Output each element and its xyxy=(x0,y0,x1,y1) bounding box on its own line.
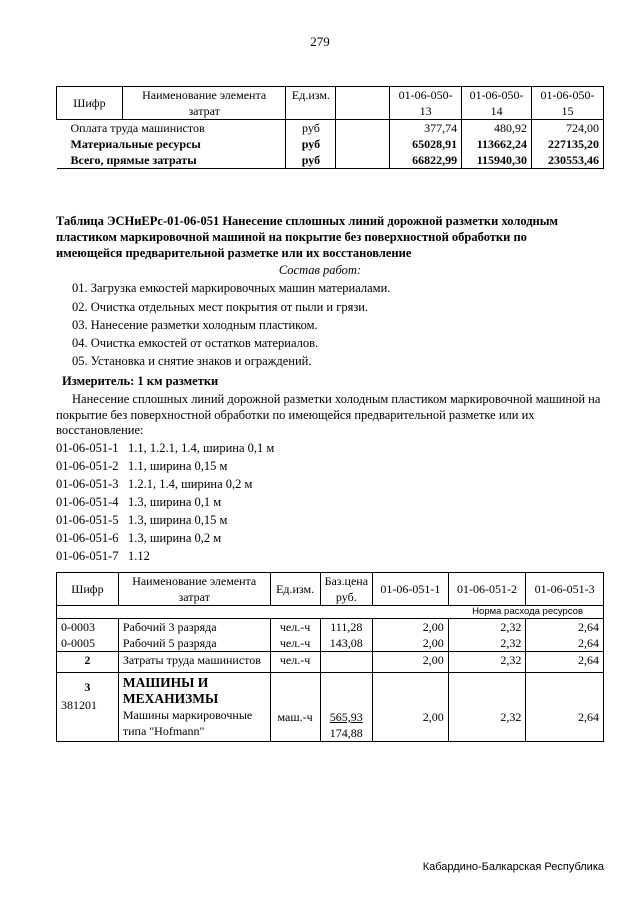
row-unit: чел.-ч xyxy=(270,619,320,636)
header-name: Наименование элемента затрат xyxy=(122,87,286,120)
code: 01-06-051-5 xyxy=(56,513,119,527)
work-item: 05. Установка и снятие знаков и ограждений. xyxy=(72,354,312,368)
section-heading: Таблица ЭСНиЕРс-01-06-051 Нанесение сплошных линий дорожной разметки холодным пластиком маркировочной машиной на покрытие без поверхностной обработки по имеющейся предварительной разметке или их восстановление xyxy=(56,214,559,260)
row-value: 2,64 xyxy=(526,652,604,673)
row-value: 227135,20 xyxy=(532,136,604,152)
code: 01-06-051-1 xyxy=(56,441,119,455)
group-name: МАШИНЫ И МЕХАНИЗМЫ xyxy=(122,675,219,706)
header-code: Шифр xyxy=(57,87,123,120)
row-value: 2,00 xyxy=(373,652,449,673)
code-item xyxy=(56,495,221,510)
row-name: Рабочий 5 разряда xyxy=(118,635,270,652)
machine-price-2: 174,88 xyxy=(329,726,363,740)
code-text: 1.3, ширина 0,15 м xyxy=(128,513,228,527)
row-value: 230553,46 xyxy=(532,152,604,169)
header-unit: Ед.изм. xyxy=(286,87,336,120)
row-value: 2,32 xyxy=(500,710,522,724)
footer-region: Кабардино-Балкарская Республика xyxy=(422,861,604,873)
row-value: 2,00 xyxy=(373,635,449,652)
row-value: 113662,24 xyxy=(462,136,532,152)
header-code: Шифр xyxy=(57,573,119,606)
norma-label: Норма расхода ресурсов xyxy=(57,606,604,619)
work-item: 02. Очистка отдельных мест покрытия от пыли и грязи. xyxy=(72,300,369,314)
code-item xyxy=(56,513,227,528)
code-item xyxy=(56,459,227,474)
header-col2: 01-06-051-2 xyxy=(448,573,526,606)
row-value: 2,64 xyxy=(578,710,599,724)
row-value: 377,74 xyxy=(390,120,462,137)
code: 01-06-051-3 xyxy=(56,477,119,491)
work-item: 03. Нанесение разметки холодным пластиком. xyxy=(72,318,318,332)
code-text: 1.12 xyxy=(128,549,150,563)
machine-price: 565,93 xyxy=(329,710,363,724)
row-value: 2,00 xyxy=(422,710,444,724)
code: 01-06-051-6 xyxy=(56,531,119,545)
row-value: 2,32 xyxy=(448,619,526,636)
row-name: Затраты труда машинистов xyxy=(118,652,270,673)
header-col1: 01-06-050-13 xyxy=(390,87,462,120)
row-value: 480,92 xyxy=(462,120,532,137)
table-row xyxy=(57,120,604,137)
code-item xyxy=(56,441,274,456)
header-col1: 01-06-051-1 xyxy=(373,573,449,606)
row-value: 66822,99 xyxy=(390,152,462,169)
row-price xyxy=(320,652,372,673)
row-value: 2,64 xyxy=(526,619,604,636)
group-code: 3 xyxy=(84,680,91,694)
row-value: 115940,30 xyxy=(462,152,532,169)
cost-table-1 xyxy=(56,86,604,169)
section-description: Нанесение сплошных линий дорожной разметки холодным пластиком маркировочной машиной на покрытие без поверхностной обработки по имеющейся предварительной разметке или их восстановление: xyxy=(56,392,601,437)
code-text: 1.3, ширина 0,1 м xyxy=(128,495,222,509)
meter-label: Измеритель: 1 км разметки xyxy=(62,374,219,388)
row-unit: руб xyxy=(286,136,336,152)
header-col3: 01-06-051-3 xyxy=(526,573,604,606)
machine-code: 381201 xyxy=(61,698,97,712)
header-col2: 01-06-050-14 xyxy=(462,87,532,120)
row-unit: руб xyxy=(286,120,336,137)
code: 01-06-051-7 xyxy=(56,549,119,563)
row-value: 724,00 xyxy=(532,120,604,137)
page-number: 279 xyxy=(310,34,330,49)
row-price: 111,28 xyxy=(320,619,372,636)
row-unit: руб xyxy=(286,152,336,169)
row-name: Материальные ресурсы xyxy=(70,137,201,151)
code-text: 1.1, 1.2.1, 1.4, ширина 0,1 м xyxy=(128,441,275,455)
table-row xyxy=(57,652,604,673)
row-value: 2,32 xyxy=(448,635,526,652)
machine-name: Машины маркировочные типа "Hofmann" xyxy=(122,708,253,738)
row-name: Рабочий 3 разряда xyxy=(118,619,270,636)
row-unit: чел.-ч xyxy=(270,635,320,652)
row-code: 0-0005 xyxy=(57,635,119,652)
row-name: Всего, прямые затраты xyxy=(57,152,286,169)
code-text: 1.1, ширина 0,15 м xyxy=(128,459,228,473)
row-value: 2,00 xyxy=(373,619,449,636)
table-row xyxy=(57,152,604,169)
row-price: 143,08 xyxy=(320,635,372,652)
row-name: Оплата труда машинистов xyxy=(70,121,205,135)
row-code: 0-0003 xyxy=(57,619,119,636)
table-row xyxy=(57,673,604,742)
code-text: 1.2.1, 1.4, ширина 0,2 м xyxy=(128,477,253,491)
code: 01-06-051-2 xyxy=(56,459,119,473)
row-code: 2 xyxy=(57,652,119,673)
header-empty xyxy=(336,87,390,120)
row-value: 65028,91 xyxy=(390,136,462,152)
header-unit: Ед.изм. xyxy=(270,573,320,606)
work-item: 04. Очистка емкостей от остатков материалов. xyxy=(72,336,319,350)
row-value: 2,64 xyxy=(526,635,604,652)
row-unit: чел.-ч xyxy=(270,652,320,673)
row-value: 2,32 xyxy=(448,652,526,673)
header-col3: 01-06-050-15 xyxy=(532,87,604,120)
code-item xyxy=(56,531,221,546)
code: 01-06-051-4 xyxy=(56,495,119,509)
code-item xyxy=(56,477,252,492)
machine-unit: маш.-ч xyxy=(277,710,313,724)
table-row xyxy=(57,619,604,636)
code-text: 1.3, ширина 0,2 м xyxy=(128,531,222,545)
composition-title: Состав работ: xyxy=(278,263,362,277)
work-item: 01. Загрузка емкостей маркировочных машин материалами. xyxy=(72,281,391,295)
table-row xyxy=(57,136,604,152)
header-name: Наименование элемента затрат xyxy=(118,573,270,606)
header-price: Баз.цена руб. xyxy=(320,573,372,606)
code-item xyxy=(56,549,150,564)
table-row xyxy=(57,635,604,652)
resource-table-2 xyxy=(56,572,604,742)
